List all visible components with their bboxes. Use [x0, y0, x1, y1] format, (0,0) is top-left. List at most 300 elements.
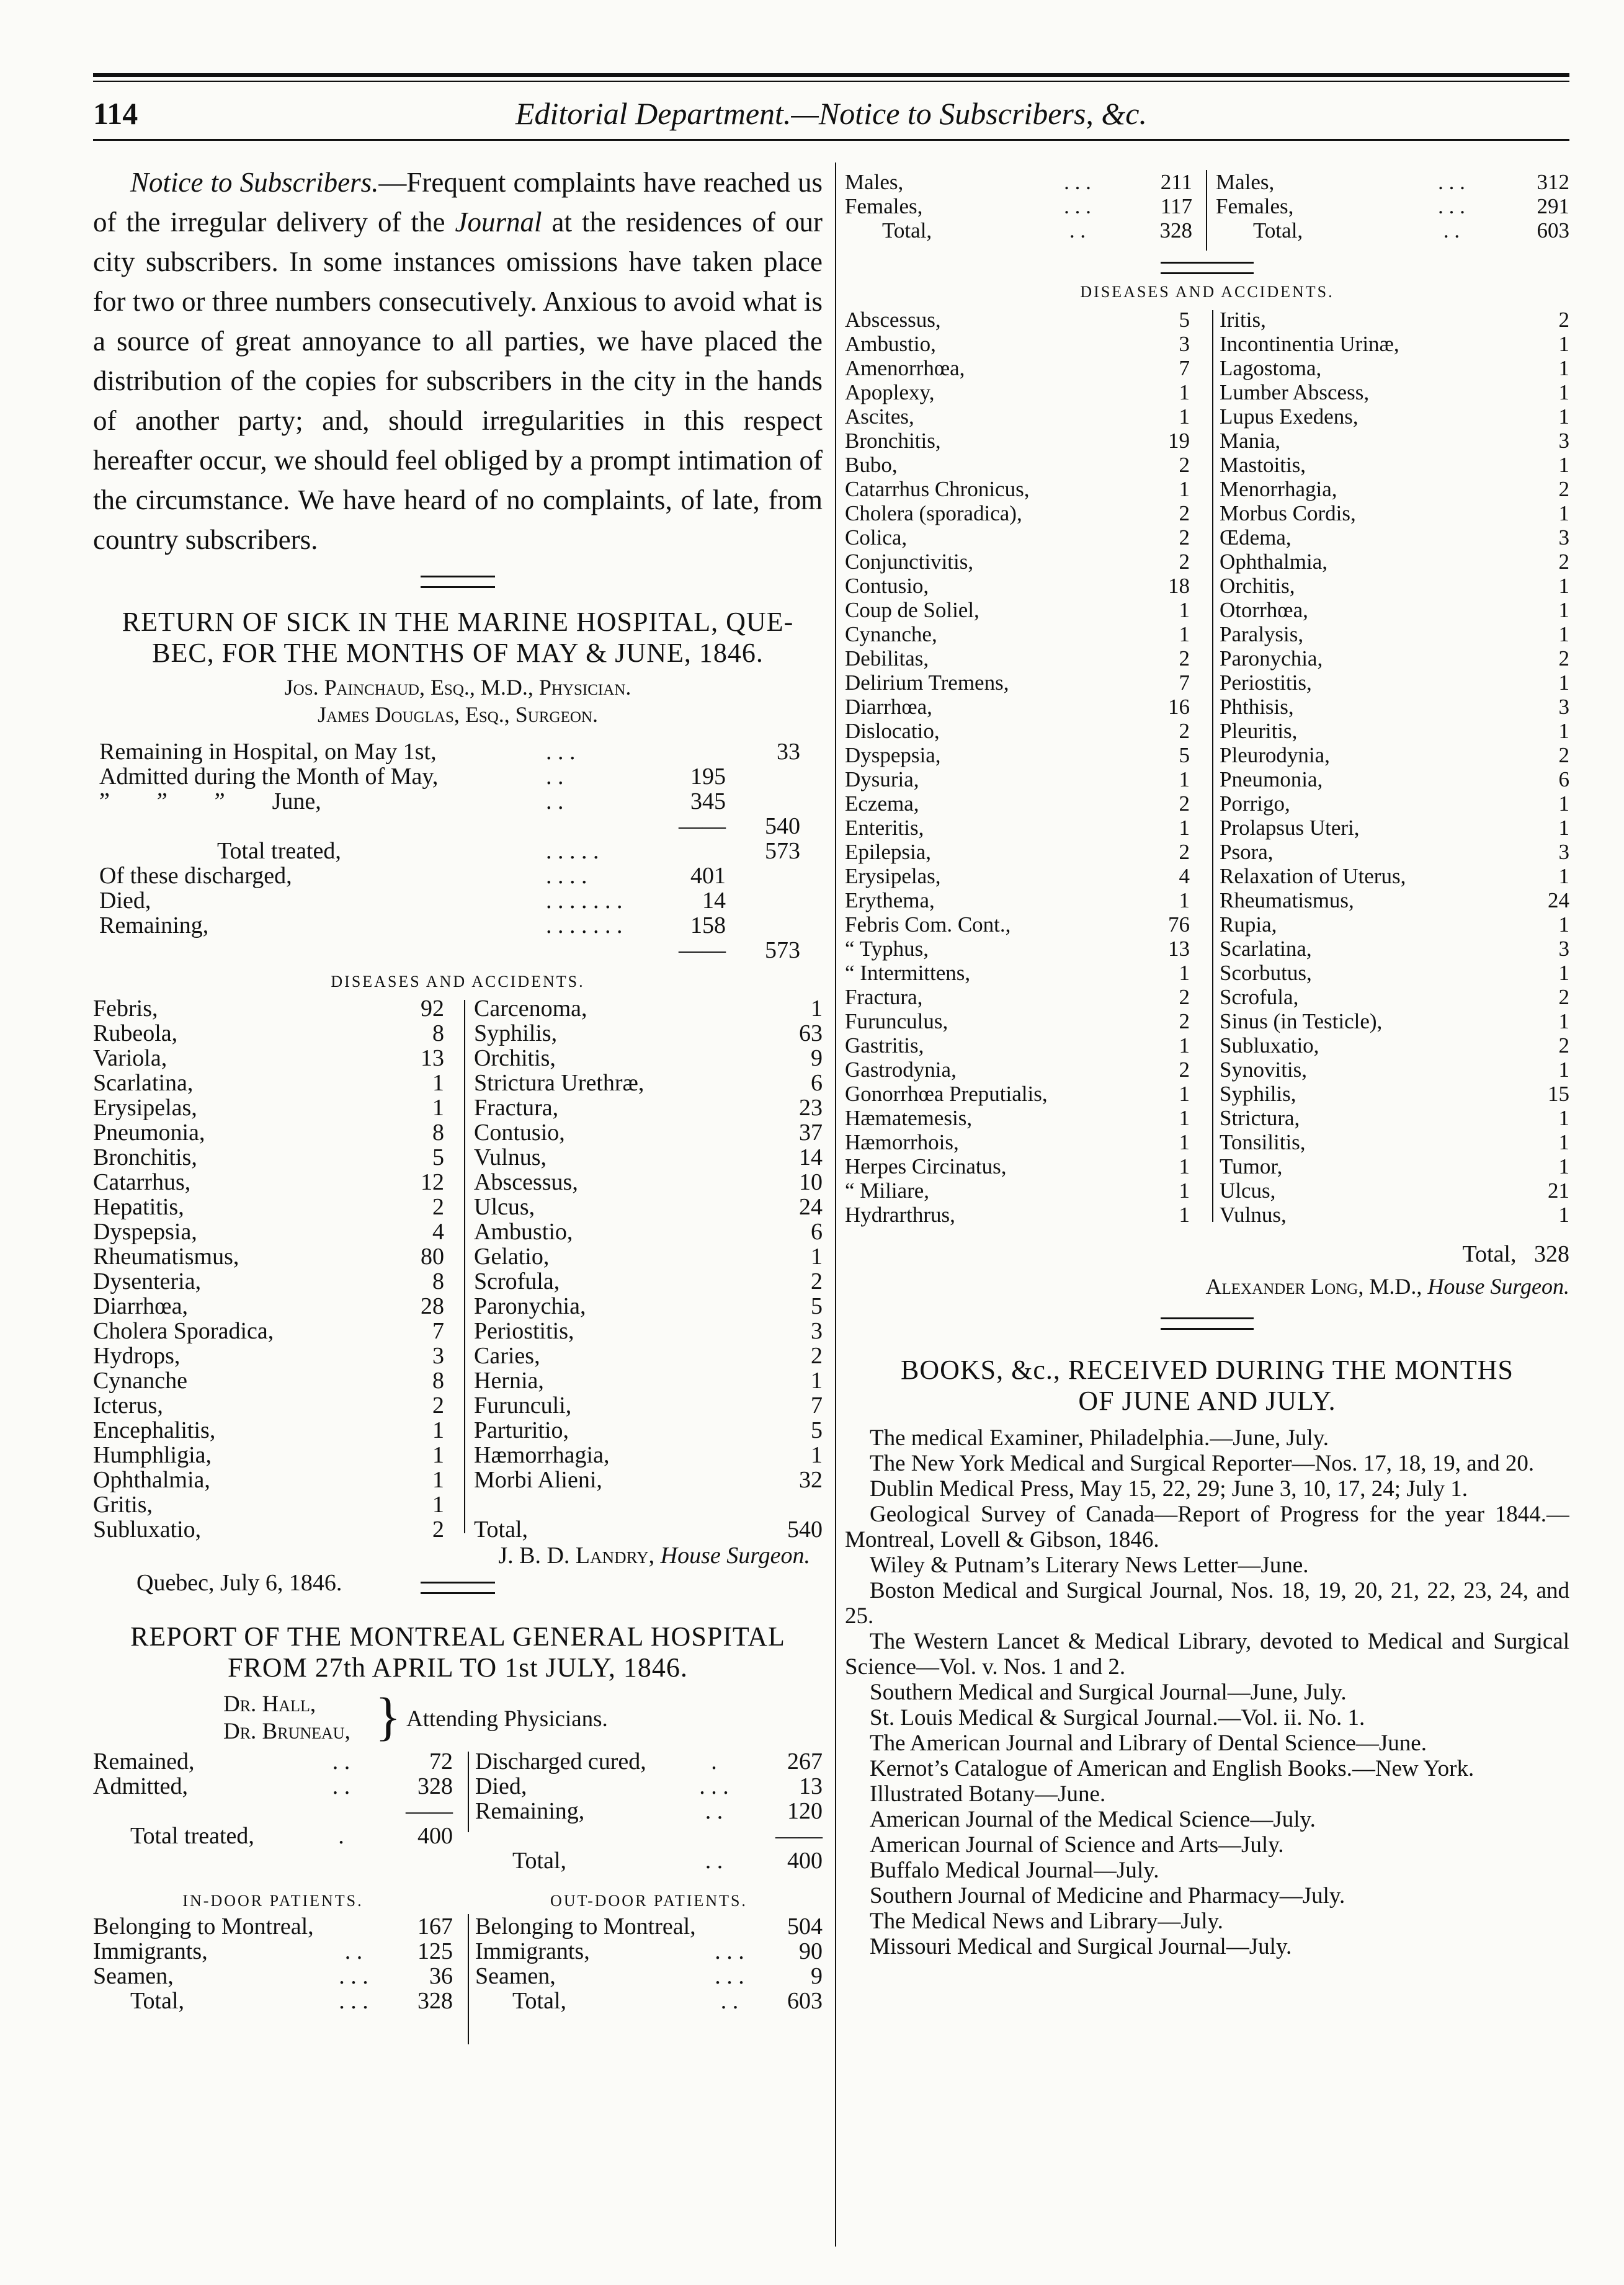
disease-count: 1 — [1558, 404, 1569, 429]
disease-name: Pleurodynia, — [1220, 743, 1330, 767]
disease-count: 4 — [1179, 864, 1190, 888]
disease-count: 1 — [1558, 1009, 1569, 1033]
marine-diseases-divider — [464, 1000, 465, 1533]
marine-signature-name: J. B. D. Landry, — [498, 1543, 655, 1569]
disease-name: Lagostoma, — [1220, 356, 1322, 380]
summary-row — [99, 888, 800, 913]
disease-name: Variola, — [93, 1045, 167, 1071]
disease-row — [93, 1095, 823, 1120]
summary-row — [99, 814, 800, 839]
montreal-left-dots: . . — [332, 1773, 350, 1799]
disease-name: Morbus Cordis, — [1220, 501, 1356, 525]
top-rule-thick — [93, 73, 1569, 77]
disease-name: Bronchitis, — [845, 429, 941, 453]
marine-physician: Jos. Painchaud, Esq., M.D., Physician. — [284, 675, 631, 700]
disease-count: 540 — [787, 1517, 823, 1543]
disease-row — [93, 1517, 823, 1542]
outdoor-value: 603 — [787, 1988, 823, 2014]
doctor-bruneau: Dr. Bruneau, — [223, 1719, 350, 1744]
disease-count: 5 — [811, 1417, 823, 1443]
disease-row — [845, 501, 1569, 525]
sex-left-dots: . . . — [1064, 170, 1091, 194]
disease-row — [845, 308, 1569, 332]
montreal-right-label: Remaining, — [475, 1798, 585, 1824]
montreal-signature — [845, 1273, 1569, 1300]
disease-name: Subluxatio, — [93, 1517, 202, 1543]
section-divider — [1161, 1317, 1254, 1330]
disease-count: 2 — [1558, 550, 1569, 574]
disease-name: Diarrhœa, — [93, 1293, 188, 1319]
montreal-summary — [93, 1749, 823, 1892]
summary-value-b — [726, 789, 800, 814]
disease-name: Bronchitis, — [93, 1144, 197, 1170]
disease-name: Œdema, — [1220, 525, 1292, 550]
montreal-right-dots: . . — [705, 1848, 723, 1874]
marine-diseases-heading: DISEASES AND ACCIDENTS. — [331, 973, 585, 991]
disease-name: Iritis, — [1220, 308, 1266, 332]
outdoor-row — [475, 1939, 823, 1964]
disease-count: 63 — [799, 1020, 823, 1046]
montreal-right-row — [475, 1848, 823, 1873]
disease-count: 1 — [1179, 1178, 1190, 1203]
indoor-row — [93, 1964, 453, 1989]
montreal-summary-divider — [468, 1752, 469, 1832]
book-item: Kernot’s Catalogue of American and English Books.—New York. — [870, 1756, 1475, 1781]
disease-name: Relaxation of Uterus, — [1220, 864, 1406, 888]
montreal-left-dots — [304, 1799, 378, 1824]
disease-row — [93, 1046, 823, 1071]
sex-breakdown — [845, 163, 1569, 256]
disease-count: 1 — [1558, 816, 1569, 840]
disease-name: Incontinentia Urinæ, — [1220, 332, 1399, 356]
disease-name: Periostitis, — [474, 1318, 574, 1344]
disease-row — [93, 1120, 823, 1145]
book-item: Dublin Medical Press, May 15, 22, 29; June 3, 10, 17, 24; July 1. — [870, 1476, 1468, 1502]
summary-dots: . . . — [546, 739, 576, 765]
notice-text-a: —Frequent complaints have reached us of the irregular delivery of the — [93, 167, 823, 238]
marine-surgeon: James Douglas, Esq., Surgeon. — [318, 702, 598, 727]
disease-count: 6 — [1558, 767, 1569, 791]
summary-row — [99, 913, 800, 938]
disease-count: 80 — [421, 1244, 444, 1270]
disease-row — [845, 598, 1569, 622]
disease-name: Paronychia, — [1220, 646, 1323, 670]
indoor-table — [93, 1914, 453, 2013]
disease-name: Ophthalmia, — [93, 1467, 210, 1493]
montreal-left-value: 72 — [429, 1748, 453, 1775]
disease-row — [845, 816, 1569, 840]
outdoor-row — [475, 1964, 823, 1989]
disease-count: 24 — [1548, 888, 1569, 912]
indoor-heading: IN-DOOR PATIENTS. — [182, 1892, 364, 1910]
disease-name: Fractura, — [474, 1095, 559, 1121]
book-item: The American Journal and Library of Dental Science—June. — [870, 1730, 1427, 1756]
montreal-right-row — [475, 1774, 823, 1799]
montreal-diseases-table — [845, 308, 1569, 1227]
disease-count: 1 — [1558, 961, 1569, 985]
book-item: Southern Journal of Medicine and Pharmacy—July. — [870, 1883, 1345, 1909]
disease-name — [459, 1492, 744, 1517]
disease-name: Rupia, — [1220, 912, 1277, 937]
summary-value-a: —— — [679, 937, 726, 963]
summary-value-a: 158 — [690, 912, 726, 938]
disease-count: 1 — [1179, 622, 1190, 646]
book-item: American Journal of the Medical Science—July. — [870, 1807, 1316, 1832]
disease-row — [845, 453, 1569, 477]
disease-name: Hydrops, — [93, 1343, 181, 1369]
montreal-left-label: Admitted, — [93, 1773, 189, 1799]
montreal-diseases-divider — [1212, 310, 1213, 1222]
book-item: Wiley & Putnam’s Literary News Letter—June. — [870, 1552, 1309, 1578]
montreal-right-dots: . . . — [699, 1773, 729, 1799]
disease-count: 2 — [432, 1194, 444, 1220]
disease-row — [845, 1178, 1569, 1203]
disease-count: 2 — [1558, 308, 1569, 332]
montreal-right-summary — [475, 1749, 823, 1873]
montreal-right-row — [475, 1799, 823, 1824]
disease-count: 1 — [1179, 961, 1190, 985]
summary-value-b — [726, 764, 800, 789]
sex-left-value: 211 — [1160, 170, 1192, 194]
book-item: The Medical News and Library—July. — [870, 1909, 1223, 1934]
outdoor-value: 9 — [811, 1963, 823, 1989]
disease-row — [93, 996, 823, 1021]
disease-name: Diarrhœa, — [845, 695, 932, 719]
book-item: The New York Medical and Surgical Reporter—Nos. 17, 18, 19, and 20. — [870, 1451, 1535, 1476]
disease-count: 28 — [421, 1293, 444, 1319]
book-item: Buffalo Medical Journal—July. — [870, 1858, 1159, 1883]
disease-count: 1 — [1558, 598, 1569, 622]
disease-name: Orchitis, — [1220, 574, 1295, 598]
disease-name: Sinus (in Testicle), — [1220, 1009, 1383, 1033]
disease-name: Periostitis, — [1220, 670, 1312, 695]
summary-value-b: 33 — [777, 739, 800, 765]
outdoor-value: 504 — [787, 1913, 823, 1940]
disease-row — [845, 1203, 1569, 1227]
disease-name: Delirium Tremens, — [845, 670, 1009, 695]
disease-row — [93, 1170, 823, 1195]
disease-row — [93, 1071, 823, 1095]
outdoor-label: Immigrants, — [475, 1938, 590, 1964]
disease-row — [845, 985, 1569, 1009]
montreal-left-summary — [93, 1749, 453, 1848]
disease-count: 1 — [1558, 356, 1569, 380]
sex-right-row — [1216, 194, 1569, 218]
disease-name: Epilepsia, — [845, 840, 931, 864]
disease-name: Dysenteria, — [93, 1268, 202, 1294]
disease-row — [845, 791, 1569, 816]
summary-value-a: —— — [679, 813, 726, 839]
sex-right-label: Males, — [1216, 170, 1275, 194]
disease-row — [845, 864, 1569, 888]
disease-name: Hernia, — [474, 1368, 544, 1394]
sex-right-dots: . . . — [1438, 170, 1465, 194]
summary-value-a — [658, 739, 726, 764]
disease-row — [93, 1195, 823, 1219]
disease-row — [845, 961, 1569, 985]
disease-count: 2 — [1179, 1009, 1190, 1033]
disease-name: Catarrhus Chronicus, — [845, 477, 1030, 501]
disease-count: 6 — [811, 1070, 823, 1096]
disease-count: 1 — [1179, 1033, 1190, 1058]
montreal-left-dots: . — [338, 1823, 344, 1849]
outdoor-label: Belonging to Montreal, — [475, 1913, 696, 1940]
disease-count: 1 — [1179, 598, 1190, 622]
disease-count: 1 — [432, 1492, 444, 1518]
disease-row — [845, 404, 1569, 429]
summary-label: Died, — [99, 888, 151, 914]
disease-count: 5 — [432, 1144, 444, 1170]
disease-count: 8 — [432, 1368, 444, 1394]
disease-count: 7 — [1179, 670, 1190, 695]
sex-right-table — [1216, 170, 1569, 243]
disease-row — [845, 1033, 1569, 1058]
disease-name: Dyspepsia, — [845, 743, 941, 767]
disease-name: Erythema, — [845, 888, 935, 912]
disease-count: 1 — [1179, 477, 1190, 501]
disease-name: “ Miliare, — [845, 1178, 930, 1203]
disease-row — [845, 1154, 1569, 1178]
sex-left-table — [845, 170, 1192, 243]
disease-name: Scrofula, — [1220, 985, 1299, 1009]
indoor-dots — [329, 1914, 378, 1939]
disease-count: 1 — [1179, 1082, 1190, 1106]
disease-name: Furunculi, — [474, 1392, 572, 1419]
disease-name: Carcenoma, — [474, 996, 587, 1022]
montreal-title-2: FROM 27th APRIL TO 1st JULY, 1846. — [228, 1652, 688, 1683]
disease-count: 3 — [1558, 525, 1569, 550]
disease-name: Ulcus, — [474, 1194, 535, 1220]
disease-name: Syphilis, — [474, 1020, 558, 1046]
disease-count: 1 — [432, 1467, 444, 1493]
disease-name: Scarlatina, — [93, 1070, 194, 1096]
section-divider — [421, 1582, 495, 1594]
disease-row — [93, 1343, 823, 1368]
sex-left-row — [845, 194, 1192, 218]
summary-value-a: 195 — [690, 764, 726, 790]
outdoor-dots: . . . — [715, 1938, 744, 1964]
disease-count: 1 — [432, 1442, 444, 1468]
summary-dots: . . . . — [546, 863, 587, 889]
summary-row — [99, 764, 800, 789]
montreal-right-value: 13 — [799, 1773, 823, 1799]
disease-count: 1 — [1179, 1130, 1190, 1154]
disease-count: 5 — [1179, 743, 1190, 767]
summary-row — [99, 839, 800, 863]
disease-count: 2 — [432, 1517, 444, 1543]
disease-count: 2 — [1179, 646, 1190, 670]
disease-count: 3 — [1179, 332, 1190, 356]
disease-count: 1 — [1179, 1106, 1190, 1130]
disease-row — [93, 1269, 823, 1294]
sex-left-dots: . . . — [1064, 194, 1091, 218]
summary-row — [99, 863, 800, 888]
summary-value-b: 540 — [765, 813, 800, 839]
montreal-right-row — [475, 1749, 823, 1774]
sex-right-value: 603 — [1537, 218, 1569, 243]
book-item: The Western Lancet & Medical Library, devoted to Medical and Surgical Science—Vol. v. Nos. 1 and 2. — [845, 1629, 1569, 1680]
header-rule — [93, 139, 1569, 141]
indoor-row — [93, 1939, 453, 1964]
montreal-right-label: Died, — [475, 1773, 527, 1799]
sex-left-label: Males, — [845, 170, 904, 194]
disease-count: 14 — [799, 1144, 823, 1170]
outdoor-label: Seamen, — [475, 1963, 556, 1989]
outdoor-label: Total, — [512, 1988, 567, 2014]
indoor-value: 328 — [417, 1988, 453, 2014]
disease-name: Abscessus, — [845, 308, 941, 332]
disease-count: 8 — [432, 1020, 444, 1046]
disease-name: “ Intermittens, — [845, 961, 971, 985]
disease-count: 1 — [1558, 1058, 1569, 1082]
disease-row — [93, 1492, 823, 1517]
disease-name: Scorbutus, — [1220, 961, 1312, 985]
brace: } — [375, 1686, 401, 1746]
disease-count: 2 — [811, 1343, 823, 1369]
disease-count: 1 — [1558, 501, 1569, 525]
disease-count: 1 — [1558, 622, 1569, 646]
sex-left-row — [845, 218, 1192, 243]
sex-left-dots: . . — [1069, 218, 1086, 243]
indoor-row — [93, 1914, 453, 1939]
attending-label: Attending Physicians. — [406, 1706, 608, 1732]
disease-name: Psora, — [1220, 840, 1274, 864]
disease-name: Rheumatismus, — [93, 1244, 239, 1270]
summary-row — [99, 789, 800, 814]
disease-name: Ascites, — [845, 404, 914, 429]
summary-label: Of these discharged, — [99, 863, 292, 889]
book-item: American Journal of Science and Arts—July. — [870, 1832, 1284, 1858]
indoor-value: 36 — [429, 1963, 453, 1989]
book-item: Geological Survey of Canada—Report of Progress for the year 1844.—Montreal, Lovell & Gibson, 1846. — [845, 1502, 1569, 1552]
montreal-signature-name: Alexander Long, M.D., — [1205, 1274, 1422, 1299]
disease-count: 2 — [1179, 840, 1190, 864]
disease-count: 23 — [799, 1095, 823, 1121]
indoor-value: 125 — [417, 1938, 453, 1964]
montreal-title-1: REPORT OF THE MONTREAL GENERAL HOSPITAL — [130, 1621, 785, 1652]
montreal-left-dots: . . — [332, 1748, 350, 1775]
book-item: Southern Medical and Surgical Journal—June, July. — [870, 1680, 1347, 1705]
disease-name: Paralysis, — [1220, 622, 1304, 646]
summary-value-a: 401 — [690, 863, 726, 889]
disease-count: 4 — [432, 1219, 444, 1245]
disease-name: Morbi Alieni, — [474, 1467, 602, 1493]
disease-name: Strictura, — [1220, 1106, 1300, 1130]
disease-name: Enteritis, — [845, 816, 924, 840]
disease-name: Prolapsus Uteri, — [1220, 816, 1360, 840]
book-item: St. Louis Medical & Surgical Journal.—Vol. ii. No. 1. — [870, 1705, 1365, 1730]
montreal-left-value: 328 — [417, 1773, 453, 1799]
montreal-right-row — [475, 1824, 823, 1848]
disease-count: 12 — [421, 1169, 444, 1195]
disease-name: Tonsilitis, — [1220, 1130, 1306, 1154]
disease-count: 3 — [432, 1343, 444, 1369]
book-item: The medical Examiner, Philadelphia.—June, July. — [870, 1425, 1329, 1451]
disease-count: 7 — [432, 1318, 444, 1344]
book-item: Missouri Medical and Surgical Journal—July. — [870, 1934, 1292, 1959]
disease-count: 76 — [1168, 912, 1190, 937]
disease-count: 1 — [1558, 912, 1569, 937]
summary-value-a — [658, 839, 726, 863]
summary-dots: . . . . . . . — [546, 888, 623, 914]
disease-name: Scarlatina, — [1220, 937, 1312, 961]
disease-name: Ambustio, — [474, 1219, 573, 1245]
disease-count: 1 — [1558, 719, 1569, 743]
disease-name: Phthisis, — [1220, 695, 1294, 719]
disease-count: 1 — [1558, 380, 1569, 404]
disease-count: 5 — [811, 1293, 823, 1319]
disease-row — [93, 1219, 823, 1244]
disease-row — [845, 525, 1569, 550]
sex-right-value: 291 — [1537, 194, 1569, 218]
disease-name: Abscessus, — [474, 1169, 578, 1195]
disease-name: Syphilis, — [1220, 1082, 1296, 1106]
marine-signature — [93, 1542, 823, 1569]
outdoor-dots: . . — [720, 1988, 739, 2014]
montreal-right-value: —— — [775, 1823, 823, 1849]
disease-name: Febris Com. Cont., — [845, 912, 1011, 937]
montreal-right-dots — [680, 1824, 748, 1848]
disease-count: 1 — [1558, 1203, 1569, 1227]
disease-row — [845, 695, 1569, 719]
disease-count: 8 — [432, 1268, 444, 1294]
montreal-left-value: 400 — [417, 1823, 453, 1849]
indoor-dots: . . . — [339, 1988, 368, 2014]
summary-label: Remaining, — [99, 912, 209, 938]
disease-count: 1 — [1558, 453, 1569, 477]
indoor-label: Immigrants, — [93, 1938, 208, 1964]
marine-title-2: BEC, FOR THE MONTHS OF MAY & JUNE, 1846. — [152, 638, 764, 668]
disease-name: Paronychia, — [474, 1293, 586, 1319]
notice-lead: Notice to Subscribers. — [130, 167, 379, 198]
disease-count: 2 — [1179, 525, 1190, 550]
outdoor-dots: . . . — [715, 1963, 744, 1989]
sex-right-label: Females, — [1216, 194, 1294, 218]
disease-count: 2 — [1558, 985, 1569, 1009]
disease-count: 5 — [1179, 308, 1190, 332]
disease-count: 1 — [1558, 1106, 1569, 1130]
indoor-label: Total, — [130, 1988, 185, 2014]
disease-count: 1 — [1179, 767, 1190, 791]
section-divider — [1161, 262, 1254, 274]
montreal-left-row — [93, 1749, 453, 1774]
disease-count: 2 — [432, 1392, 444, 1419]
disease-row — [845, 937, 1569, 961]
disease-count: 3 — [1558, 937, 1569, 961]
disease-name: Subluxatio, — [1220, 1033, 1319, 1058]
summary-dots — [546, 814, 658, 839]
disease-name: Ophthalmia, — [1220, 550, 1327, 574]
disease-row — [93, 1021, 823, 1046]
disease-row — [845, 743, 1569, 767]
patients-divider — [468, 1914, 469, 2044]
disease-count: 1 — [1179, 380, 1190, 404]
indoor-label: Belonging to Montreal, — [93, 1913, 314, 1940]
disease-row — [93, 1468, 823, 1492]
outdoor-table — [475, 1914, 823, 2013]
disease-count: 10 — [799, 1169, 823, 1195]
disease-name: Fractura, — [845, 985, 923, 1009]
disease-count: 15 — [1548, 1082, 1569, 1106]
disease-row — [845, 1009, 1569, 1033]
montreal-right-value: 400 — [787, 1848, 823, 1874]
disease-count: 2 — [1179, 791, 1190, 816]
sex-left-label: Females, — [845, 194, 923, 218]
disease-name: Rubeola, — [93, 1020, 178, 1046]
disease-count: 19 — [1168, 429, 1190, 453]
disease-name: Hæmorrhois, — [845, 1130, 959, 1154]
sex-right-row — [1216, 170, 1569, 194]
